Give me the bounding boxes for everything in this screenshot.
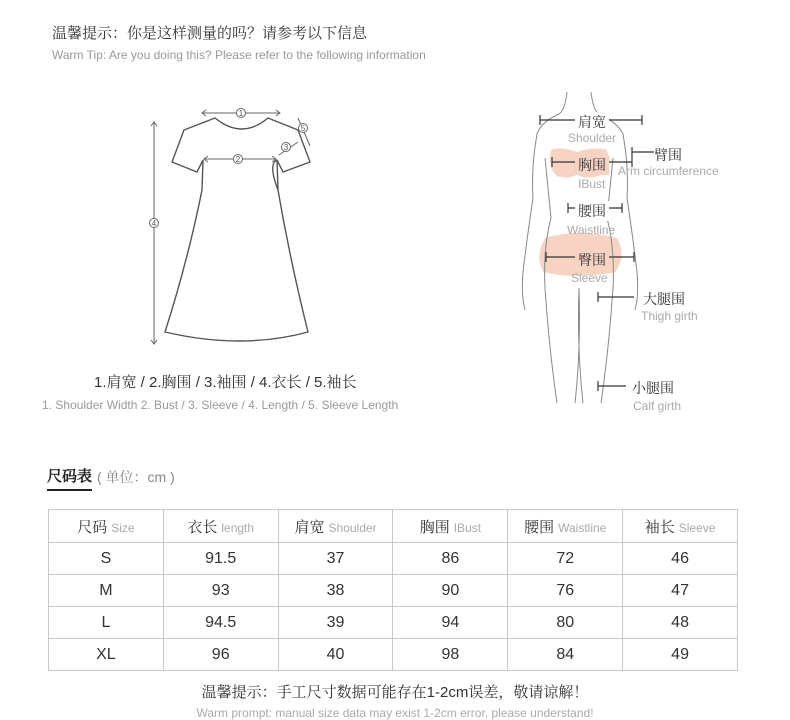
- table-cell: 76: [508, 575, 623, 607]
- table-cell: L: [49, 607, 164, 639]
- table-cell: 94: [393, 607, 508, 639]
- footer-note-en: Warm prompt: manual size data may exist 1-2cm error, please understand!: [196, 706, 594, 720]
- calf-label-en: Calf girth: [633, 399, 682, 413]
- table-cell: 38: [278, 575, 393, 607]
- table-cell: 91.5: [163, 543, 278, 575]
- header-length: 衣长 length: [163, 510, 278, 543]
- marker-2-label: 2: [235, 155, 241, 164]
- table-cell: 49: [623, 639, 738, 671]
- table-cell: S: [49, 543, 164, 575]
- table-cell: 98: [393, 639, 508, 671]
- table-cell: 84: [508, 639, 623, 671]
- table-cell: 72: [508, 543, 623, 575]
- table-cell: XL: [49, 639, 164, 671]
- marker-4-label: 4: [151, 219, 157, 228]
- table-cell: M: [49, 575, 164, 607]
- tip-title: 温馨提示：你是这样测量的吗？请参考以下信息: [52, 25, 368, 42]
- table-cell: 48: [623, 607, 738, 639]
- tip-subtitle: Warm Tip: Are you doing this? Please refer to the following information: [52, 48, 426, 62]
- marker-5-label: 5: [300, 124, 306, 133]
- table-cell: 47: [623, 575, 738, 607]
- bust-label-en: IBust: [578, 177, 606, 191]
- size-chart-unit: ( 单位：cm ): [97, 469, 175, 485]
- body-measure-lines: [530, 110, 730, 400]
- size-chart-title: 尺码表: [47, 465, 92, 491]
- table-row: [49, 639, 738, 671]
- header-sleeve: 袖长 Sleeve: [623, 510, 738, 543]
- marker-3-label: 3: [283, 143, 289, 152]
- bust-label-cn: 胸围: [575, 155, 609, 175]
- thigh-label-en: Thigh girth: [641, 309, 698, 323]
- calf-label-cn: 小腿围: [632, 380, 674, 396]
- table-row: [49, 607, 738, 639]
- sleeve-label-cn: 臀围: [575, 250, 609, 270]
- table-cell: 93: [163, 575, 278, 607]
- waist-label-en: Waistline: [567, 223, 616, 237]
- footer-note-cn: 温馨提示：手工尺寸数据可能存在1-2cm误差，敬请谅解！: [201, 684, 589, 701]
- table-header-row: [49, 510, 738, 543]
- table-cell: 80: [508, 607, 623, 639]
- table-cell: 46: [623, 543, 738, 575]
- table-row: [49, 575, 738, 607]
- marker-1-label: 1: [238, 109, 244, 118]
- table-cell: 96: [163, 639, 278, 671]
- header-shoulder: 肩宽 Shoulder: [278, 510, 393, 543]
- header-size: 尺码 Size: [49, 510, 164, 543]
- dress-legend-en: 1. Shoulder Width 2. Bust / 3. Sleeve / 4. Length / 5. Sleeve Length: [42, 398, 399, 412]
- dress-diagram: [140, 100, 340, 360]
- arm-label-cn: 臂围: [654, 147, 682, 163]
- sleeve-label-en: Sleeve: [571, 271, 608, 285]
- table-cell: 86: [393, 543, 508, 575]
- table-cell: 39: [278, 607, 393, 639]
- arm-label-en: Arm circumference: [618, 164, 719, 178]
- header-bust: 胸围 IBust: [393, 510, 508, 543]
- waist-label-cn: 腰围: [575, 201, 609, 221]
- table-cell: 37: [278, 543, 393, 575]
- table-cell: 94.5: [163, 607, 278, 639]
- shoulder-label-en: Shoulder: [568, 131, 617, 145]
- size-table: [48, 509, 738, 671]
- shoulder-label-cn: 肩宽: [575, 112, 609, 132]
- thigh-label-cn: 大腿围: [643, 291, 685, 307]
- table-cell: 40: [278, 639, 393, 671]
- table-cell: 90: [393, 575, 508, 607]
- dress-legend-cn: 1.肩宽 / 2.胸围 / 3.袖围 / 4.衣长 / 5.袖长: [94, 374, 357, 391]
- header-waist: 腰围 Waistline: [508, 510, 623, 543]
- table-row: [49, 543, 738, 575]
